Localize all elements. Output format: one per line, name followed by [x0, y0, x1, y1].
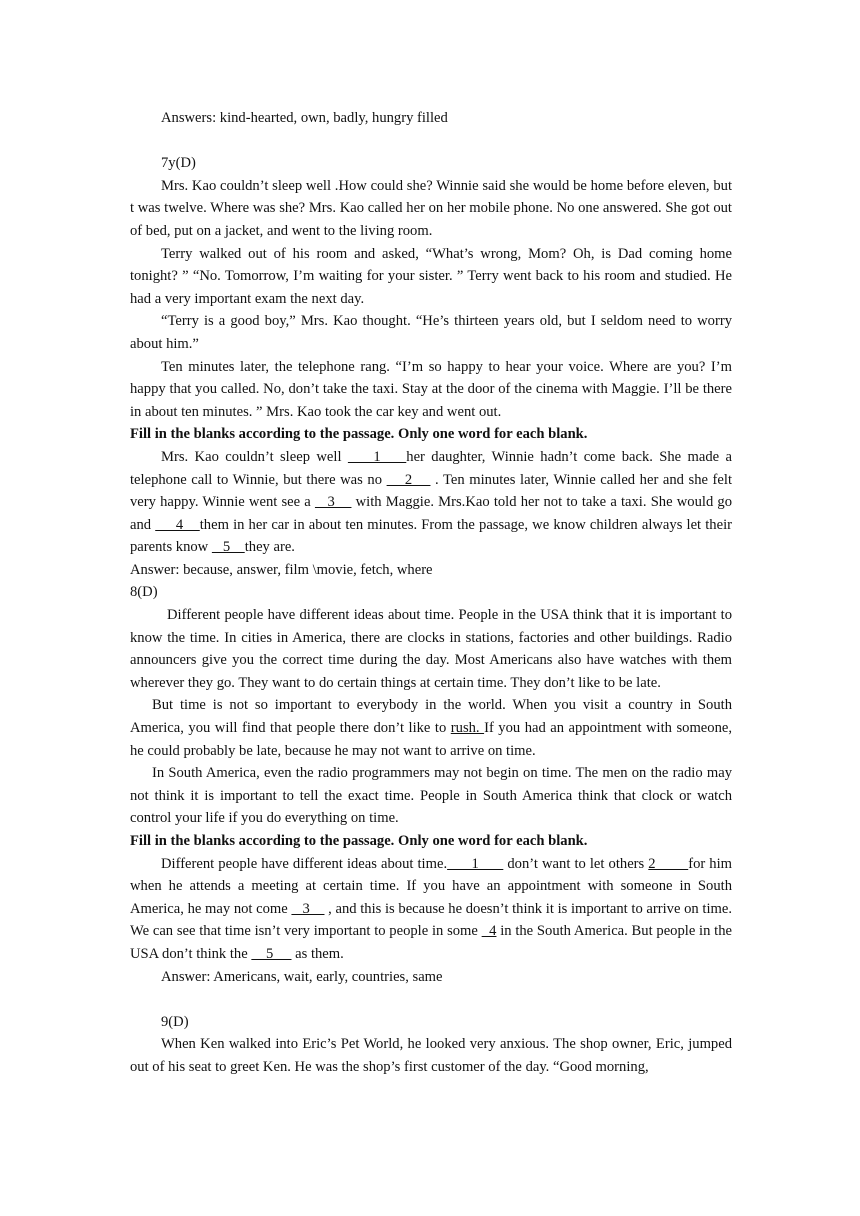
answers-line: Answers: kind-hearted, own, badly, hungry filled — [161, 110, 448, 126]
blank-4: 4 — [155, 516, 200, 533]
fill-in-exercise — [130, 853, 732, 966]
blank-4: 4 — [481, 923, 497, 940]
blank-3: 3 — [291, 900, 325, 917]
passage-paragraph: Ten minutes later, the telephone rang. “I’m so happy to hear your voice. Where are you? I’m happy that you called. No, don’t take the taxi. Stay at the door of the cinema with Maggie. I’ll be there in about ten minutes. ” Mrs. Kao took the car key and went out. — [130, 358, 732, 420]
passage-paragraph: “Terry is a good boy,” Mrs. Kao thought. “He’s thirteen years old, but I seldom need to worry about him.” — [130, 313, 732, 352]
passage-paragraph: When Ken walked into Eric’s Pet World, he looked very anxious. The shop owner, Eric, jumped out of his seat to greet Ken. He was the shop’s first customer of the day. “Good morning, — [130, 1036, 732, 1075]
section-9-heading: 9(D) — [161, 1013, 189, 1030]
blank-1: 1 — [447, 855, 504, 872]
exercise-text: for him when he attends a meeting at certain time. If you have an appointment with someone in South America, he may not come — [130, 855, 733, 917]
exercise-text: they are. — [244, 539, 295, 556]
exercise-text: don’t want to let others — [503, 855, 649, 872]
blank-1: 1 — [347, 448, 407, 465]
passage-paragraph: Terry walked out of his room and asked, “What’s wrong, Mom? Oh, is Dad coming home tonight? ” “No. Tomorrow, I’m waiting for your sister. ” Terry went back to his room and studied. He had a very important exam the next day. — [130, 245, 732, 307]
exercise-text: with Maggie. Mrs.Kao told her not to take a taxi. She would go and — [130, 494, 733, 533]
passage-paragraph: In South America, even the radio programmers may not begin on time. The men on the radio may not think it is important to tell the exact time. People in South America think that clock or watch control your life if you do everything on time. — [130, 765, 732, 827]
exercise-text: Mrs. Kao couldn’t sleep well — [161, 448, 348, 465]
blank-5: 5 — [251, 945, 292, 962]
fill-in-exercise — [130, 446, 732, 559]
exercise-text: . Ten minutes later, Winnie called her and she felt very happy. Winnie went see a — [130, 471, 732, 511]
exercise-text: in the South America. But people in the USA don’t think the — [130, 923, 732, 962]
passage-paragraph: Mrs. Kao couldn’t sleep well .How could she? Winnie said she would be home before eleven, but t was twelve. Where was she? Mrs. Kao called her on her mobile phone. No one answered. She got out of bed, put on a jacket, and went to the living room. — [130, 177, 732, 239]
exercise-text: , and this is because he doesn’t think it is important to arrive on time. We can see that time isn’t very important to people in some — [130, 900, 732, 940]
blank-3: 3 — [314, 494, 352, 511]
section-7-heading: 7y(D) — [161, 155, 196, 172]
blank-2: 2 — [648, 855, 689, 872]
passage-paragraph — [130, 694, 732, 762]
paragraph-text: But time is not so important to everybody in the world. When you visit a country in South America, you will find that people there don’t like to — [130, 697, 732, 737]
instruction-heading: Fill in the blanks according to the passage. Only one word for each blank. — [130, 833, 588, 849]
section-8-heading: 8(D) — [130, 584, 158, 601]
paragraph-text: If you had an appointment with someone, he could probably be late, because he may not want to arrive on time. — [130, 720, 732, 759]
exercise-text: her daughter, Winnie hadn’t come back. She made a telephone call to Winnie, but there was no — [130, 448, 733, 488]
answer-line: Answer: because, answer, film \movie, fetch, where — [130, 561, 433, 578]
document-content — [130, 107, 732, 1079]
exercise-text: as them. — [291, 945, 344, 962]
blank-2: 2 — [386, 471, 431, 488]
exercise-text: them in her car in about ten minutes. From the passage, we know children always let their parents know — [130, 516, 732, 556]
instruction-heading: Fill in the blanks according to the passage. Only one word for each blank. — [130, 426, 588, 443]
answer-line: Answer: Americans, wait, early, countries, same — [161, 968, 443, 985]
exercise-text: Different people have different ideas about time. — [161, 855, 448, 872]
underlined-word: rush. — [450, 720, 485, 737]
blank-5: 5 — [211, 539, 245, 556]
passage-paragraph: Different people have different ideas about time. People in the USA think that it is important to know the time. In cities in America, there are clocks in stations, factories and other buildings. Radio announcers give you the correct time during the day. Most Americans also have watches with them wherever they go. They want to do certain things at certain time. They don’t like to be late. — [130, 607, 732, 691]
